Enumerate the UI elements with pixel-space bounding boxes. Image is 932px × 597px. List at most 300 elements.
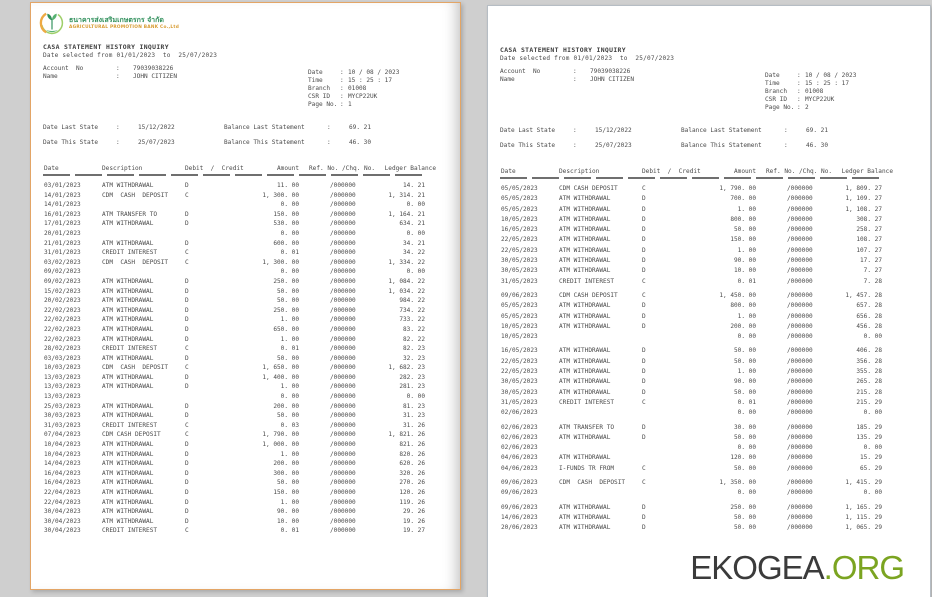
txn-ref-no: /000000: [330, 297, 356, 305]
transaction-row: [488, 247, 930, 257]
txn-debit-credit: C: [642, 479, 646, 487]
txn-ref-no: /000000: [330, 527, 356, 535]
txn-amount: 10. 00: [733, 267, 756, 275]
txn-debit-credit: D: [642, 357, 646, 365]
field-value: 79039038226: [590, 68, 631, 75]
txn-debit-credit: [182, 201, 229, 211]
txn-ref-no: /000000: [330, 258, 356, 266]
transaction-row: [488, 302, 930, 312]
txn-ledger-balance: 308. 27: [856, 215, 882, 223]
header-underline: [500, 177, 884, 179]
txn-debit-credit: D: [185, 450, 189, 458]
txn-ledger-balance: 657. 28: [856, 302, 882, 310]
txn-amount: 90. 00: [733, 378, 756, 386]
txn-ref-no: /000000: [787, 246, 813, 254]
txn-debit-credit: D: [642, 423, 646, 431]
meta-block: [308, 69, 399, 108]
txn-date: 09/02/2023: [44, 277, 81, 285]
transaction-row: [31, 374, 460, 384]
transaction-row: [488, 514, 930, 524]
txn-ledger-balance: 406. 28: [856, 347, 882, 355]
txn-ref-no: /000000: [787, 368, 813, 376]
transaction-row: [488, 358, 930, 368]
txn-debit-credit: D: [185, 508, 189, 516]
txn-ledger-balance: 1, 809. 27: [845, 185, 882, 192]
txn-debit-credit: C: [185, 431, 189, 439]
txn-description: CREDIT INTEREST: [102, 421, 158, 429]
ekogea-watermark: [690, 550, 904, 586]
txn-date: 31/05/2023: [501, 277, 538, 285]
transaction-row: [31, 460, 460, 470]
meta-value: 01008: [805, 87, 824, 95]
transaction-row: [488, 479, 930, 489]
txn-debit-credit: D: [185, 287, 189, 295]
field-label: Account No: [43, 65, 84, 72]
colon: :: [340, 100, 344, 108]
txn-description: ATM WITHDRAWAL: [102, 316, 154, 324]
txn-description: [102, 268, 182, 278]
transaction-row: [488, 267, 930, 277]
txn-debit-credit: C: [642, 398, 646, 406]
transaction-row: [31, 518, 460, 528]
txn-date: 05/05/2023: [501, 195, 538, 203]
txn-ref-no: /000000: [330, 335, 356, 343]
txn-amount: 200. 00: [273, 402, 299, 410]
statement-page-1: [30, 2, 461, 590]
transaction-row: [488, 409, 930, 419]
txn-ref-no: /000000: [330, 450, 356, 458]
summary-right-value: 46. 30: [805, 142, 828, 149]
txn-ledger-balance: 1, 065. 29: [845, 524, 882, 532]
meta-row: [308, 69, 399, 77]
txn-date: 22/02/2023: [44, 325, 81, 333]
meta-row: [308, 101, 399, 109]
txn-amount: 1. 00: [737, 368, 756, 376]
header-ref-no: Ref. No. /Chq. No.: [766, 168, 833, 175]
transaction-row: [31, 355, 460, 365]
txn-description: ATM WITHDRAWAL: [102, 469, 154, 477]
colon: :: [784, 142, 788, 149]
txn-ledger-balance: 185. 29: [856, 423, 882, 431]
transaction-row: [488, 292, 930, 302]
txn-amount: 250. 00: [730, 503, 756, 511]
colon: :: [573, 75, 577, 83]
txn-ref-no: /000000: [787, 388, 813, 396]
date-range-subtitle: Date selected from 01/01/2023 to 25/07/2023: [43, 52, 218, 59]
txn-ref-no: /000000: [330, 325, 356, 333]
txn-ref-no: /000000: [787, 454, 813, 462]
txn-description: [102, 230, 182, 240]
txn-description: ATM TRANSFER TO: [102, 210, 158, 218]
header-date: Date: [44, 165, 59, 172]
txn-debit-credit: D: [642, 388, 646, 396]
summary-left-label: Date This State: [43, 139, 99, 146]
txn-ref-no: /000000: [787, 479, 813, 487]
txn-description: ATM WITHDRAWAL: [559, 378, 611, 386]
transaction-row: [31, 470, 460, 480]
watermark-brand: EKOGEA: [690, 549, 824, 586]
txn-date: 22/05/2023: [501, 236, 538, 244]
txn-description: [102, 201, 182, 211]
transaction-row: [31, 326, 460, 336]
txn-date: 02/06/2023: [501, 444, 538, 452]
summary-right-label: Balance This Statement: [224, 139, 305, 146]
summary-right-value: 69. 21: [805, 127, 828, 134]
txn-ledger-balance: 656. 28: [856, 312, 882, 320]
txn-ledger-balance: 282. 23: [399, 373, 425, 381]
txn-ledger-balance: 65. 29: [859, 464, 882, 472]
transaction-row: [31, 431, 460, 441]
txn-description: ATM WITHDRAWAL: [102, 220, 154, 228]
colon: :: [573, 142, 577, 149]
txn-amount: 0. 00: [737, 409, 756, 417]
txn-ledger-balance: 1, 108. 27: [845, 205, 882, 213]
txn-description: ATM WITHDRAWAL: [102, 508, 154, 516]
txn-amount: 650. 00: [273, 325, 299, 333]
txn-debit-credit: D: [642, 246, 646, 254]
txn-date: 05/05/2023: [501, 185, 538, 192]
transaction-row: [488, 313, 930, 323]
txn-date: 31/01/2023: [44, 249, 81, 257]
summary-block: [488, 127, 930, 157]
header-ledger-balance: Ledger Balance: [841, 168, 893, 175]
txn-description: ATM WITHDRAWAL: [559, 357, 611, 365]
date-range-subtitle: Date selected from 01/01/2023 to 25/07/2023: [500, 55, 675, 62]
txn-amount: 0. 00: [737, 489, 756, 497]
transaction-row: [488, 278, 930, 288]
txn-date: 13/03/2023: [44, 383, 81, 391]
txn-ref-no: /000000: [330, 373, 356, 381]
txn-date: 09/06/2023: [501, 503, 538, 511]
txn-amount: 0. 01: [280, 249, 299, 257]
meta-row: [308, 93, 399, 101]
colon: :: [340, 69, 344, 76]
summary-left-value: 25/07/2023: [138, 139, 175, 146]
transaction-row: [31, 441, 460, 451]
colon: :: [797, 72, 801, 79]
txn-debit-credit: D: [185, 210, 189, 218]
txn-description: ATM WITHDRAWAL: [559, 226, 611, 234]
txn-debit-credit: C: [642, 277, 646, 285]
txn-description: CREDIT INTEREST: [102, 345, 158, 353]
transaction-row: [488, 489, 930, 499]
txn-ledger-balance: 135. 29: [856, 433, 882, 441]
txn-amount: 0. 01: [737, 398, 756, 406]
header-underline: [43, 174, 427, 176]
transaction-row: [31, 336, 460, 346]
txn-date: 04/06/2023: [501, 454, 538, 462]
txn-amount: 50. 00: [733, 388, 756, 396]
txn-debit-credit: D: [185, 354, 189, 362]
txn-description: ATM WITHDRAWAL: [559, 257, 611, 265]
meta-label: Branch: [308, 84, 331, 92]
meta-label: Date: [308, 69, 323, 76]
txn-date: 31/05/2023: [501, 398, 538, 406]
transaction-row: [488, 465, 930, 475]
txn-date: 30/05/2023: [501, 267, 538, 275]
txn-ledger-balance: 0. 00: [406, 229, 425, 237]
field-label: Name: [43, 72, 58, 80]
meta-row: [765, 88, 856, 96]
account-row: [500, 68, 634, 76]
txn-description: ATM WITHDRAWAL: [102, 373, 154, 381]
txn-date: 04/06/2023: [501, 464, 538, 472]
field-label: Name: [500, 75, 515, 83]
txn-debit-credit: D: [642, 503, 646, 511]
txn-ledger-balance: 733. 22: [399, 316, 425, 324]
transaction-row: [31, 211, 460, 221]
txn-debit-credit: D: [642, 302, 646, 310]
txn-date: 14/06/2023: [501, 513, 538, 521]
txn-debit-credit: D: [185, 220, 189, 228]
txn-ledger-balance: 0. 00: [863, 333, 882, 341]
txn-ref-no: /000000: [330, 431, 356, 439]
txn-date: 02/06/2023: [501, 409, 538, 417]
txn-ledger-balance: 356. 28: [856, 357, 882, 365]
txn-ref-no: /000000: [787, 312, 813, 320]
txn-ref-no: /000000: [787, 357, 813, 365]
txn-amount: 11. 00: [276, 182, 299, 189]
transaction-row: [31, 508, 460, 518]
colon: :: [116, 124, 120, 131]
txn-date: 30/04/2023: [44, 517, 81, 525]
meta-label: Date: [765, 72, 780, 79]
txn-ledger-balance: 0. 00: [863, 489, 882, 497]
txn-amount: 250. 00: [273, 277, 299, 285]
transaction-row: [31, 422, 460, 432]
transaction-row: [31, 499, 460, 509]
txn-date: 10/03/2023: [44, 364, 81, 372]
txn-debit-credit: D: [185, 306, 189, 314]
transaction-row: [488, 444, 930, 454]
transaction-row: [488, 389, 930, 399]
txn-amount: 1, 300. 00: [262, 191, 299, 199]
meta-label: Page No.: [765, 103, 795, 111]
txn-ref-no: /000000: [787, 291, 813, 299]
txn-ledger-balance: 0. 00: [406, 201, 425, 209]
txn-description: ATM WITHDRAWAL: [102, 517, 154, 525]
txn-date: 30/04/2023: [44, 508, 81, 516]
header-amount: Amount: [276, 165, 299, 172]
txn-description: ATM WITHDRAWAL: [102, 412, 154, 420]
txn-ledger-balance: 120. 26: [399, 489, 425, 496]
txn-ledger-balance: 83. 22: [402, 325, 425, 333]
txn-debit-credit: D: [642, 257, 646, 265]
txn-description: ATM WITHDRAWAL: [102, 441, 154, 449]
txn-description: [559, 333, 639, 343]
txn-description: ATM WITHDRAWAL: [559, 215, 611, 223]
txn-ledger-balance: 281. 23: [399, 383, 425, 391]
txn-date: 28/02/2023: [44, 345, 81, 353]
txn-description: CDM CASH DEPOSIT: [102, 431, 161, 439]
txn-debit-credit: D: [185, 498, 189, 506]
txn-ref-no: /000000: [787, 205, 813, 213]
txn-ledger-balance: 108. 27: [856, 236, 882, 244]
txn-description: ATM WITHDRAWAL: [559, 503, 611, 511]
meta-row: [765, 72, 856, 80]
txn-ledger-balance: 1, 314. 21: [388, 191, 425, 199]
txn-amount: 50. 00: [733, 464, 756, 472]
txn-date: 22/04/2023: [44, 498, 81, 506]
txn-amount: 50. 00: [733, 524, 756, 532]
txn-amount: 1. 00: [737, 205, 756, 213]
txn-date: 21/01/2023: [44, 239, 81, 247]
txn-ref-no: /000000: [330, 229, 356, 237]
txn-debit-credit: D: [185, 441, 189, 449]
txn-ref-no: /000000: [330, 191, 356, 199]
colon: :: [797, 95, 801, 103]
colon: :: [116, 72, 120, 80]
txn-date: 10/04/2023: [44, 441, 81, 449]
header-amount: Amount: [733, 168, 756, 175]
txn-date: 10/05/2023: [501, 215, 538, 223]
meta-block: [765, 72, 856, 111]
txn-amount: 120. 00: [730, 454, 756, 462]
txn-ledger-balance: 81. 23: [402, 402, 425, 410]
txn-description: CREDIT INTEREST: [559, 398, 615, 406]
summary-block: [31, 124, 460, 154]
transaction-row: [488, 226, 930, 236]
txn-ledger-balance: 270. 26: [399, 479, 425, 487]
txn-debit-credit: C: [642, 185, 646, 192]
txn-date: 02/06/2023: [501, 423, 538, 431]
txn-ref-no: /000000: [787, 226, 813, 234]
summary-row: [31, 124, 460, 139]
txn-ledger-balance: 320. 26: [399, 469, 425, 477]
txn-date: 05/05/2023: [501, 205, 538, 213]
summary-left-label: Date Last State: [500, 127, 556, 134]
transaction-row: [31, 316, 460, 326]
transaction-row: [488, 323, 930, 333]
txn-amount: 1. 00: [280, 383, 299, 391]
txn-amount: 600. 00: [273, 239, 299, 247]
bank-name-thai: ธนาคารส่งเสริมเกษตรกร จำกัด: [69, 15, 164, 24]
txn-description: CDM CASH DEPOSIT: [102, 258, 169, 266]
txn-ledger-balance: 19. 27: [402, 527, 425, 535]
txn-ledger-balance: 355. 28: [856, 368, 882, 376]
txn-debit-credit: [182, 393, 229, 403]
txn-description: ATM WITHDRAWAL: [559, 236, 611, 244]
txn-ref-no: /000000: [787, 503, 813, 511]
txn-ref-no: /000000: [787, 277, 813, 285]
txn-amount: 0. 00: [737, 333, 756, 341]
txn-date: 14/01/2023: [44, 201, 81, 209]
txn-description: ATM WITHDRAWAL: [559, 388, 611, 396]
txn-ledger-balance: 1, 034. 22: [388, 287, 425, 295]
transaction-row: [31, 307, 460, 317]
txn-description: ATM WITHDRAWAL: [102, 182, 154, 189]
txn-amount: 90. 00: [276, 508, 299, 516]
txn-description: ATM WITHDRAWAL: [102, 402, 154, 410]
txn-description: ATM WITHDRAWAL: [102, 239, 154, 247]
txn-ref-no: /000000: [330, 421, 356, 429]
txn-ref-no: /000000: [787, 513, 813, 521]
txn-ledger-balance: 119. 26: [399, 498, 425, 506]
txn-description: ATM WITHDRAWAL: [559, 267, 611, 275]
txn-debit-credit: D: [185, 412, 189, 420]
txn-ref-no: /000000: [330, 498, 356, 506]
txn-date: 09/06/2023: [501, 489, 538, 497]
txn-date: 30/05/2023: [501, 388, 538, 396]
bank-name-english: AGRICULTURAL PROMOTION BANK Co.,Ltd: [69, 24, 180, 30]
txn-ledger-balance: 15. 29: [859, 454, 882, 462]
transaction-row: [488, 368, 930, 378]
transaction-row: [31, 412, 460, 422]
txn-ledger-balance: 107. 27: [856, 246, 882, 254]
txn-ref-no: /000000: [787, 409, 813, 417]
txn-description: CDM CASH DEPOSIT: [559, 479, 626, 487]
txn-amount: 50. 00: [276, 479, 299, 487]
colon: :: [797, 79, 801, 87]
meta-label: CSR ID: [308, 92, 331, 100]
txn-ref-no: /000000: [330, 517, 356, 525]
txn-ref-no: /000000: [787, 524, 813, 532]
txn-ref-no: /000000: [787, 195, 813, 203]
transaction-row: [31, 259, 460, 269]
txn-ref-no: /000000: [330, 239, 356, 247]
transaction-row: [31, 230, 460, 240]
txn-description: ATM WITHDRAWAL: [102, 479, 154, 487]
colon: :: [340, 92, 344, 100]
transactions-table: [488, 168, 930, 535]
txn-description: ATM WITHDRAWAL: [102, 325, 154, 333]
txn-description: ATM WITHDRAWAL: [102, 287, 154, 295]
field-value: 79039038226: [133, 65, 174, 72]
colon: :: [340, 84, 344, 92]
txn-amount: 1. 00: [280, 450, 299, 458]
txn-amount: 1, 000. 00: [262, 441, 299, 449]
txn-date: 05/05/2023: [501, 302, 538, 310]
txn-ledger-balance: 7. 28: [863, 277, 882, 285]
txn-description: ATM WITHDRAWAL: [102, 354, 154, 362]
field-label: Account No: [500, 68, 541, 75]
txn-debit-credit: D: [642, 347, 646, 355]
txn-debit-credit: D: [642, 433, 646, 441]
txn-amount: 700. 00: [730, 195, 756, 203]
txn-ledger-balance: 32. 23: [402, 354, 425, 362]
txn-date: 09/06/2023: [501, 291, 538, 299]
txn-ledger-balance: 1, 165. 29: [845, 503, 882, 511]
txn-ledger-balance: 82. 23: [402, 345, 425, 353]
txn-ledger-balance: 1, 115. 29: [845, 513, 882, 521]
txn-date: 09/06/2023: [501, 479, 538, 487]
txn-debit-credit: D: [185, 297, 189, 305]
txn-amount: 10. 00: [276, 517, 299, 525]
txn-amount: 1. 00: [280, 335, 299, 343]
txn-description: CDM CASH DEPOSIT: [559, 291, 618, 299]
header-date: Date: [501, 168, 516, 175]
txn-debit-credit: C: [185, 364, 189, 372]
colon: :: [116, 65, 120, 72]
transaction-row: [31, 278, 460, 288]
txn-amount: 50. 00: [733, 357, 756, 365]
transaction-row: [31, 383, 460, 393]
meta-value: 15 : 25 : 17: [805, 79, 850, 87]
txn-description: CREDIT INTEREST: [102, 249, 158, 257]
txn-date: 22/02/2023: [44, 306, 81, 314]
meta-value: 1: [348, 100, 352, 108]
meta-label: Page No.: [308, 100, 338, 108]
txn-debit-credit: D: [642, 205, 646, 213]
transaction-row: [488, 347, 930, 357]
txn-date: 30/03/2023: [44, 412, 81, 420]
txn-debit-credit: D: [185, 479, 189, 487]
txn-ref-no: /000000: [787, 489, 813, 497]
txn-ref-no: /000000: [330, 393, 356, 401]
transaction-row: [488, 424, 930, 434]
txn-description: ATM WITHDRAWAL: [559, 368, 611, 376]
summary-right-label: Balance This Statement: [681, 142, 762, 149]
